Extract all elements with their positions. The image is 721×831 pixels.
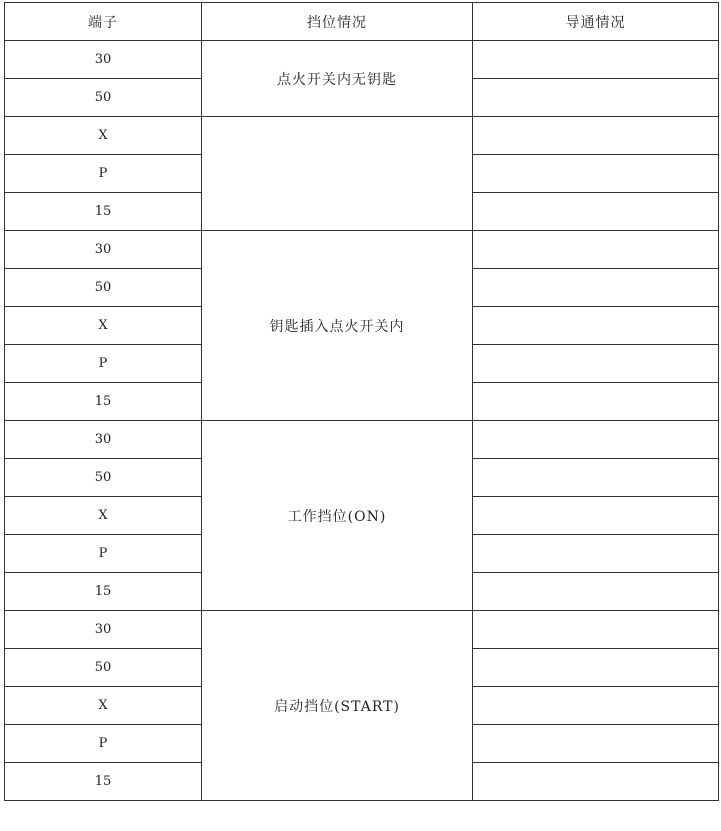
terminal-cell: 30 — [5, 421, 202, 459]
terminal-cell: P — [5, 725, 202, 763]
conduction-cell[interactable] — [473, 307, 719, 345]
conduction-cell[interactable] — [473, 345, 719, 383]
terminal-cell: 30 — [5, 611, 202, 649]
conduction-cell[interactable] — [473, 497, 719, 535]
table-row — [5, 611, 719, 649]
conduction-cell[interactable] — [473, 193, 719, 231]
terminal-cell: 50 — [5, 649, 202, 687]
terminal-cell: 30 — [5, 41, 202, 79]
table-header — [5, 3, 719, 41]
terminal-cell: 50 — [5, 79, 202, 117]
terminal-cell: P — [5, 155, 202, 193]
conduction-cell[interactable] — [473, 155, 719, 193]
conduction-cell[interactable] — [473, 79, 719, 117]
table-body — [5, 41, 719, 801]
gear-position-cell: 钥匙插入点火开关内 — [202, 231, 473, 421]
table-row — [5, 41, 719, 79]
conduction-cell[interactable] — [473, 421, 719, 459]
conduction-cell[interactable] — [473, 649, 719, 687]
terminal-cell: 50 — [5, 459, 202, 497]
header-row — [5, 3, 719, 41]
terminal-cell: 15 — [5, 763, 202, 801]
conduction-cell[interactable] — [473, 763, 719, 801]
terminal-cell: X — [5, 687, 202, 725]
header-conduction: 导通情况 — [473, 3, 719, 41]
conduction-cell[interactable] — [473, 459, 719, 497]
terminal-cell: 15 — [5, 383, 202, 421]
conduction-cell[interactable] — [473, 725, 719, 763]
terminal-cell: 30 — [5, 231, 202, 269]
gear-position-cell: 点火开关内无钥匙 — [202, 41, 473, 117]
terminal-cell: X — [5, 117, 202, 155]
terminal-cell: 15 — [5, 193, 202, 231]
header-position: 挡位情况 — [202, 3, 473, 41]
conduction-cell[interactable] — [473, 231, 719, 269]
ignition-switch-test-table — [4, 2, 719, 801]
header-terminal: 端子 — [5, 3, 202, 41]
conduction-cell[interactable] — [473, 611, 719, 649]
conduction-cell[interactable] — [473, 535, 719, 573]
terminal-cell: X — [5, 307, 202, 345]
conduction-cell[interactable] — [473, 687, 719, 725]
terminal-cell: 50 — [5, 269, 202, 307]
gear-position-cell: 工作挡位(ON) — [202, 421, 473, 611]
table-row — [5, 231, 719, 269]
terminal-cell: P — [5, 535, 202, 573]
terminal-cell: P — [5, 345, 202, 383]
conduction-cell[interactable] — [473, 383, 719, 421]
terminal-cell: X — [5, 497, 202, 535]
gear-position-cell: 启动挡位(START) — [202, 611, 473, 801]
terminal-cell: 15 — [5, 573, 202, 611]
table-row — [5, 117, 719, 155]
gear-position-cell — [202, 117, 473, 231]
conduction-cell[interactable] — [473, 41, 719, 79]
table-row — [5, 421, 719, 459]
conduction-cell[interactable] — [473, 269, 719, 307]
conduction-cell[interactable] — [473, 117, 719, 155]
conduction-cell[interactable] — [473, 573, 719, 611]
